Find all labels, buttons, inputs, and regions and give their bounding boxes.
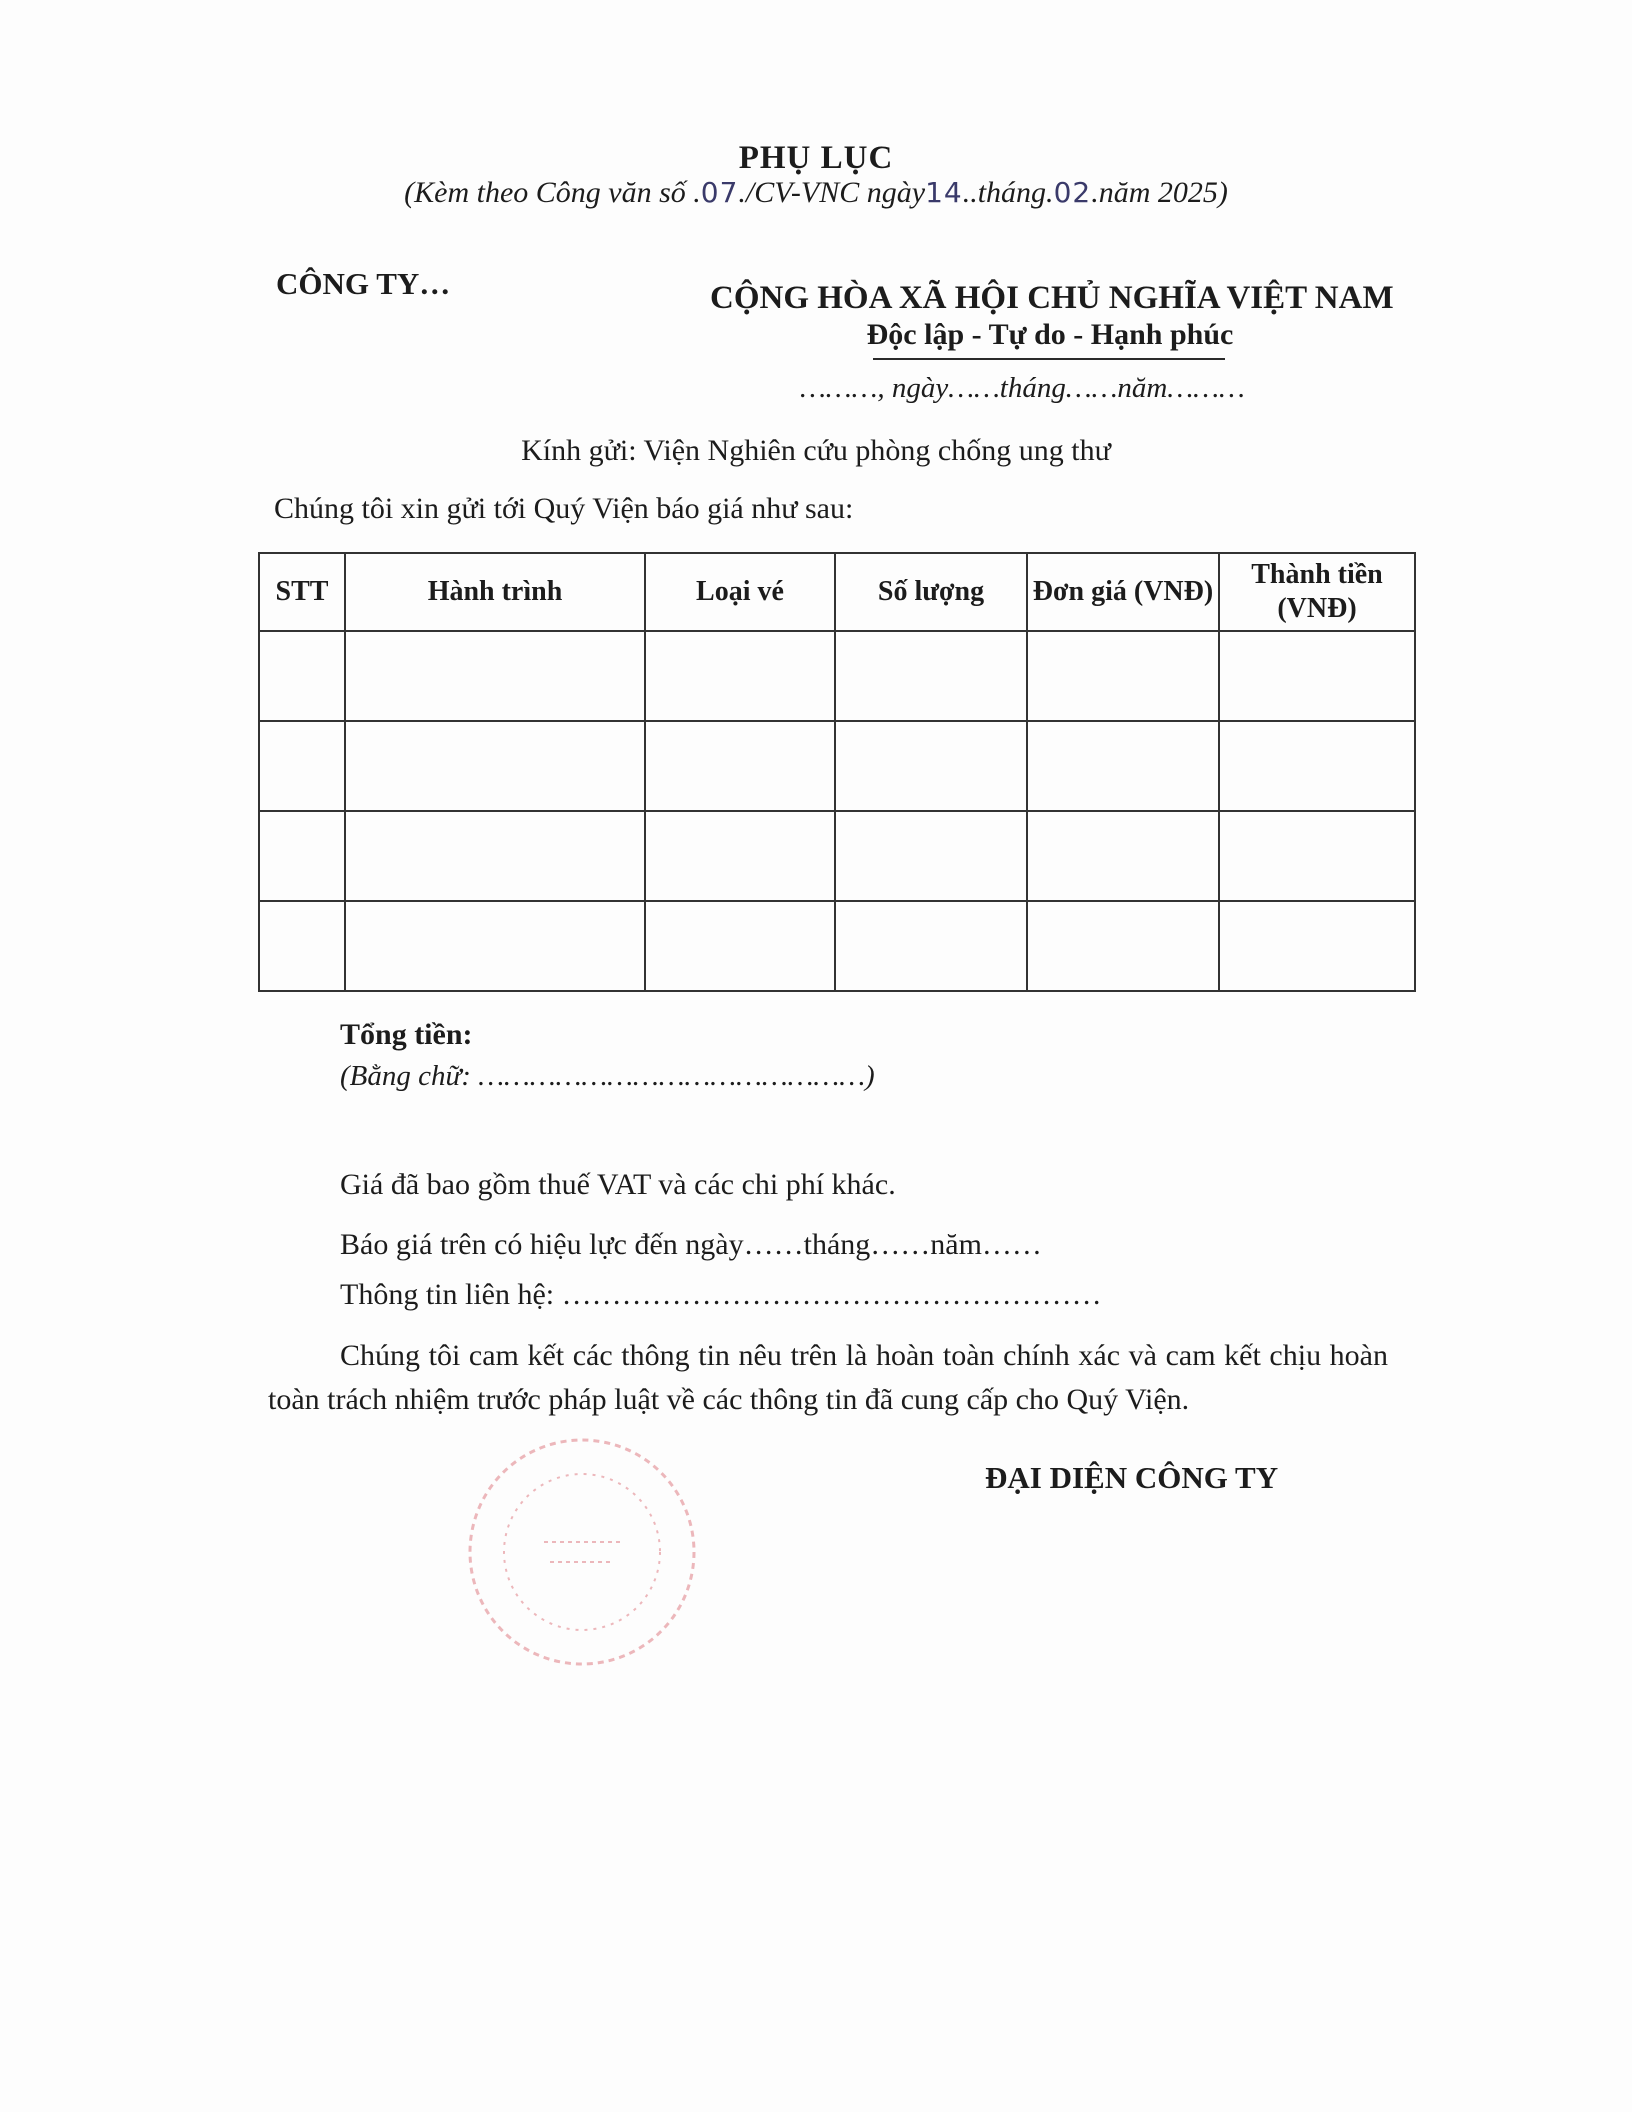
total-in-words: (Bằng chữ: ………………………………………) [340, 1060, 875, 1092]
header-stt: STT [259, 553, 345, 631]
company-name: CÔNG TY… [276, 266, 451, 301]
table-cell [835, 811, 1027, 901]
table-cell [1027, 631, 1219, 721]
table-row [259, 631, 1415, 721]
table-cell [345, 631, 645, 721]
header-route: Hành trình [345, 553, 645, 631]
month-handwritten: 02 [1053, 176, 1092, 209]
table-row [259, 901, 1415, 991]
national-motto: Độc lập - Tự do - Hạnh phúc [866, 318, 1234, 351]
doc-number-handwritten: 07 [700, 176, 739, 209]
recipient-line: Kính gửi: Viện Nghiên cứu phòng chống ung thư [521, 434, 1111, 467]
table-cell [259, 901, 345, 991]
header-ticket-type: Loại vé [645, 553, 835, 631]
table-cell [259, 631, 345, 721]
note-vat: Giá đã bao gồm thuế VAT và các chi phí khác. [340, 1168, 896, 1201]
table-cell [1219, 721, 1415, 811]
motto-underline [873, 358, 1225, 360]
intro-line: Chúng tôi xin gửi tới Quý Viện báo giá như sau: [274, 492, 854, 525]
appendix-subtitle-prefix: (Kèm theo Công văn số . [404, 176, 701, 209]
table-cell [835, 721, 1027, 811]
table-cell [835, 901, 1027, 991]
national-title: CỘNG HÒA XÃ HỘI CHỦ NGHĨA VIỆT NAM [710, 280, 1394, 316]
table-cell [1219, 631, 1415, 721]
table-cell [645, 631, 835, 721]
table-cell [1219, 901, 1415, 991]
header-amount: Thành tiền (VNĐ) [1219, 553, 1415, 631]
appendix-title: PHỤ LỤC [738, 140, 894, 176]
quotation-table [258, 552, 1416, 992]
table-cell [345, 901, 645, 991]
appendix-subtitle-part-3: ..tháng. [962, 176, 1054, 209]
appendix-subtitle-part-2: ./CV-VNC ngày [738, 176, 926, 209]
table-cell [1027, 901, 1219, 991]
table-cell [835, 631, 1027, 721]
table-cell [645, 721, 835, 811]
table-cell [645, 901, 835, 991]
note-validity: Báo giá trên có hiệu lực đến ngày……tháng……năm…… [340, 1228, 1042, 1261]
header-unit-price: Đơn giá (VNĐ) [1027, 553, 1219, 631]
table-cell [1027, 721, 1219, 811]
company-representative-label: ĐẠI DIỆN CÔNG TY [985, 1460, 1279, 1495]
note-contact: Thông tin liên hệ: ……………………………………………… [340, 1278, 1102, 1311]
table-header-row [259, 553, 1415, 631]
faint-stamp-icon [462, 1432, 702, 1672]
table-row [259, 811, 1415, 901]
table-cell [259, 811, 345, 901]
table-cell [345, 721, 645, 811]
table-cell [1219, 811, 1415, 901]
place-date-line: ………, ngày……tháng……năm……… [800, 372, 1245, 404]
total-label: Tổng tiền: [340, 1018, 473, 1051]
day-handwritten: 14 [925, 176, 963, 209]
appendix-subtitle-suffix: .năm 2025) [1091, 176, 1228, 209]
table-cell [259, 721, 345, 811]
commitment-paragraph: Chúng tôi cam kết các thông tin nêu trên là hoàn toàn chính xác và cam kết chịu hoàn toàn trách nhiệm trước pháp luật về các thông tin đã cung cấp cho Quý Viện. [268, 1339, 1388, 1416]
header-quantity: Số lượng [835, 553, 1027, 631]
table-row [259, 721, 1415, 811]
appendix-subtitle [0, 176, 1632, 210]
table-cell [1027, 811, 1219, 901]
table-cell [345, 811, 645, 901]
table-cell [645, 811, 835, 901]
